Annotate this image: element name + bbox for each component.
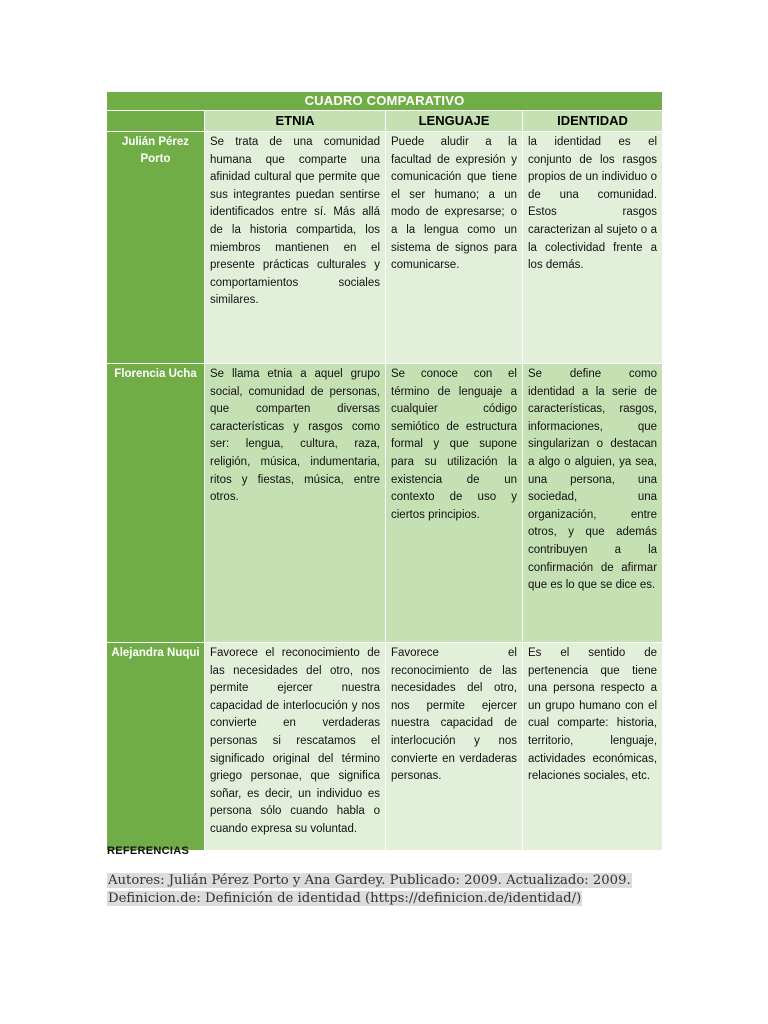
comparison-table <box>107 92 662 851</box>
cell-identidad: Se define como identidad a la serie de características, rasgos, informaciones, que singularizan o destacan a algo o alguien, ya sea, una persona, una sociedad, una organización, entre otros, y que además contribuyen a la confirmación de afirmar que es lo que se dice es. <box>522 364 662 643</box>
table-title: CUADRO COMPARATIVO <box>107 92 662 111</box>
table-row <box>107 132 662 364</box>
table-row <box>107 364 662 643</box>
cell-etnia: Se llama etnia a aquel grupo social, comunidad de personas, que comparten diversas características y rasgos como ser: lengua, cultura, raza, religión, música, indumentaria, ritos y fiestas, música, entre otros. <box>204 364 385 643</box>
cell-etnia: Se trata de una comunidad humana que comparte una afinidad cultural que permite que sus integrantes puedan sentirse identificados entre sí. Más allá de la historia compartida, los miembros mantienen en el presente prácticas culturales y comportamientos sociales similares. <box>204 132 385 364</box>
column-header-etnia: ETNIA <box>204 111 385 132</box>
row-author: Alejandra Nuqui <box>107 643 204 851</box>
column-header-identidad: IDENTIDAD <box>522 111 662 132</box>
cell-identidad: la identidad es el conjunto de los rasgos propios de un individuo o de una comunidad. Estos rasgos caracterizan al sujeto o a la colectividad frente a los demás. <box>522 132 662 364</box>
row-author: Florencia Ucha <box>107 364 204 643</box>
cell-lenguaje: Puede aludir a la facultad de expresión y comunicación que tiene el ser humano; a un modo de expresarse; o a la lengua como un sistema de signos para comunicarse. <box>385 132 522 364</box>
cell-etnia: Favorece el reconocimiento de las necesidades del otro, nos permite ejercer nuestra capacidad de interlocución y nos convierte en verdaderas personas si rescatamos el significado original del término griego personae, que significa soñar, es decir, un individuo es persona sólo cuando habla o cuando expresa su voluntad. <box>204 643 385 851</box>
column-header-lenguaje: LENGUAJE <box>385 111 522 132</box>
header-corner-cell <box>107 111 204 132</box>
references-heading: REFERENCIAS <box>107 845 190 857</box>
cell-identidad: Es el sentido de pertenencia que tiene una persona respecto a un grupo humano con el cual comparte: historia, territorio, lenguaje, actividades económicas, relaciones sociales, etc. <box>522 643 662 851</box>
references-list <box>107 872 667 908</box>
table-row <box>107 643 662 851</box>
reference-line: Definicion.de: Definición de identidad (https://definicion.de/identidad/) <box>108 891 582 906</box>
cell-lenguaje: Se conoce con el término de lenguaje a cualquier código semiótico de estructura formal y que supone para su utilización la existencia de un contexto de uso y ciertos principios. <box>385 364 522 643</box>
row-author: Julián Pérez Porto <box>107 132 204 364</box>
cell-lenguaje: Favorece el reconocimiento de las necesidades del otro, nos permite ejercer nuestra capacidad de interlocución y nos convierte en verdaderas personas. <box>385 643 522 851</box>
reference-line: Autores: Julián Pérez Porto y Ana Gardey. Publicado: 2009. Actualizado: 2009. <box>108 873 631 888</box>
